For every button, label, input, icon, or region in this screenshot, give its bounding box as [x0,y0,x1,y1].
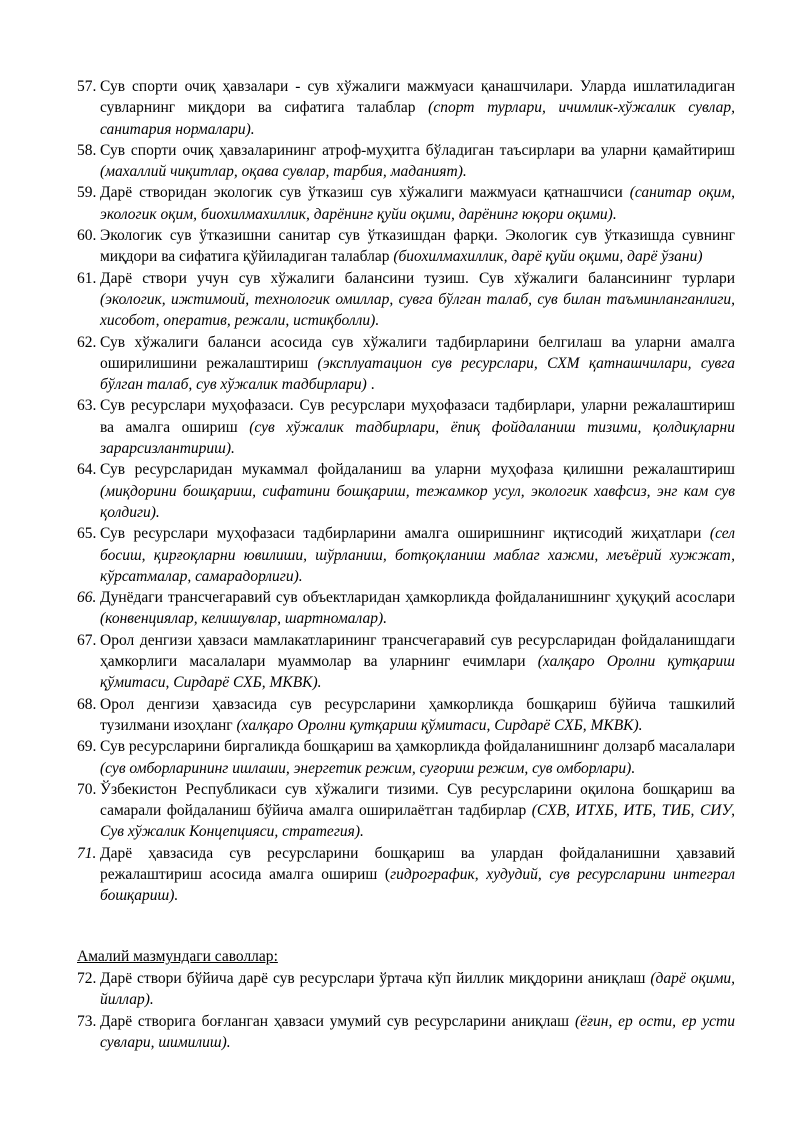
theoretical-questions-list [77,76,735,907]
question-item [77,225,735,268]
question-item [77,1011,735,1054]
question-item [77,779,735,843]
question-number: 58. [77,141,97,159]
question-item [77,843,735,907]
question-keywords: (ёғин, ер ости, ер усти сувлари, шимилиш). [100,1012,735,1051]
question-number: 59. [77,184,97,202]
question-item [77,736,735,779]
question-text: Сув ресурслари муҳофазаси. Сув ресурслари муҳофазаси тадбирлари, уларни режалаштириш ва амалга ошириш [100,397,735,436]
question-number: 73. [77,1012,97,1030]
question-number: 61. [77,269,97,287]
section-heading-colon: : [273,948,278,965]
question-keywords: (махаллий чиқитлар, оқава сувлар, тарбия, маданият). [100,163,467,181]
question-item [77,395,735,459]
question-text: Дарё створи бўйича дарё сув ресурслари ўртача кўп йиллик миқдорини аниқлаш [100,970,651,987]
question-keywords: гидрографик, худудий, сув ресурсларини интеграл бошқариш). [100,865,736,905]
question-item [77,459,735,523]
question-item [77,182,735,225]
question-text: Ўзбекистон Республикаси сув хўжалиги тизими. Сув ресурсларини оқилона бошқариш ва самарали фойдаланиш бўйича амалга оширилаётган тадбирлар [100,780,735,820]
question-item [77,587,735,630]
question-item [77,140,735,183]
question-keywords: (конвенциялар, келишувлар, шартномалар). [100,610,387,628]
question-text: Дарё створига боғланган ҳавзаси умумий сув ресурсларини аниқлаш [100,1012,575,1030]
question-keywords: (халқаро Оролни қутқариш қўмитаси, Сирдарё СХБ, МКВК). [236,716,643,734]
question-number: 69. [77,738,97,756]
question-keywords: (миқдорини бошқариш, сифатини бошқариш, тежамкор усул, экологик хавфсиз, энг кам сув қолдиги). [100,482,735,521]
question-keywords: (экологик, ижтимоий, технологик омиллар, сувга бўлган талаб, сув билан таъминланганлиги, хисобот, оператив, режали, истиқболли). [100,290,735,330]
question-text: Экологик сув ўтказишни санитар сув ўтказишдан фарқи. Экологик сув ўтказишда сувнинг миқдори ва сифатига қўйиладиган талаблар [100,227,735,266]
question-number: 67. [77,631,97,649]
question-number: 70. [77,780,97,798]
question-item [77,630,735,694]
question-text: Сув ресурслари муҳофазаси тадбирларини амалга оширишнинг иқтисодий жиҳатлари [100,525,710,543]
question-keywords: (сув омборларининг ишлаши, энергетик режим, суғориш режим, сув омборлари). [100,759,636,777]
question-item [77,76,735,140]
question-text: Сув ресурсларини биргаликда бошқариш ва ҳамкорликда фойдаланишнинг долзарб масалалари [100,738,735,756]
section-heading-text: Амалий мазмундаги саволлар [77,948,274,965]
question-text: Сув ресурсларидан мукаммал фойдаланиш ва уларни муҳофаза қилишни режалаштириш [100,461,735,479]
question-number: 65. [77,525,97,543]
question-text: Дунёдаги трансчегаравий сув объектларидан ҳамкорликда фойдаланишнинг ҳуқуқий асослари [100,589,735,607]
question-text: Дарё створи учун сув хўжалиги балансини тузиш. Сув хўжалиги балансининг турлари [100,269,735,287]
question-number: 68. [77,695,97,713]
question-number: 71. [77,844,97,862]
question-keywords: (эксплуатацион сув ресурслари, СХМ қатнашчилари, сувга бўлган талаб, сув хўжалик тадбирлари) [100,354,735,394]
question-text: Дарё створидан экологик сув ўтказиш сув хўжалиги мажмуаси қатнашчиси [100,184,630,202]
question-number: 60. [77,227,97,245]
question-keywords: (халқаро Оролни қутқариш қўмитаси, Сирдарё СХБ, МКВК). [100,653,735,692]
question-item [77,332,735,396]
question-text: Дарё ҳавзасида сув ресурсларини бошқариш ва улардан фойдаланишни ҳавзавий режалаштириш асосида амалга ошириш ( [100,844,735,883]
question-keywords: (СХВ, ИТХБ, ИТБ, ТИБ, СИУ, Сув хўжалик Концепцияси, стратегия). [100,802,736,841]
question-number: 57. [77,78,97,95]
question-keywords: (сув хўжалик тадбирлари, ёпиқ фойдаланиш тизими, қолдиқларни зарарсизлантириш). [100,418,735,458]
practical-questions-list [77,968,735,1053]
question-text: Сув спорти очиқ ҳавзалари - сув хўжалиги мажмуаси қанашчилари. Уларда ишлатиладиган сувларнинг миқдори ва сифатига талаблар [100,78,735,117]
question-number: 72. [77,970,97,987]
question-keywords: (санитар оқим, экологик оқим, биохилмахиллик, дарёнинг қуйи оқими, дарёнинг юқори оқими). [100,184,736,223]
question-item [77,268,735,332]
question-text: Орол денгизи ҳавзасида сув ресурсларини ҳамкорликда бошқариш бўйича ташкилий тузилмани изоҳланг [100,695,735,734]
question-tail: . [366,376,375,394]
question-number: 66. [77,589,97,607]
question-number: 63. [77,397,97,415]
question-item [77,694,735,737]
question-keywords: (сел босиш, қирғоқларни ювилиши, шўрланиш, ботқоқланиш маблаг хажми, меъёрий хужжат, кўрсатмалар, самарадорлиги). [100,525,735,585]
question-number: 62. [77,333,97,351]
question-keywords: (дарё оқими, йиллар). [100,970,736,1009]
question-text: Орол денгизи ҳавзаси мамлакатларининг трансчегаравий сув ресурсларидан фойдаланишдаги ҳамкорлиги масалалари муаммолар ва уларнинг ечимлари [100,631,735,671]
question-text: Сув хўжалиги баланси асосида сув хўжалиги тадбирларини белгилаш ва уларни амалга оширилишини режалаштириш [100,333,735,372]
question-keywords: (спорт турлари, ичимлик-хўжалик сувлар, санитария нормалари). [100,99,736,138]
question-item [77,523,735,587]
question-keywords: (биохилмахиллик, дарё қуйи оқими, дарё ўзани) [393,248,703,266]
section-heading [77,946,278,967]
question-number: 64. [77,461,97,479]
question-item [77,968,735,1011]
question-text: Сув спорти очиқ ҳавзаларининг атроф-муҳитга бўладиган таъсирлари ва уларни қамайтириш [100,141,735,159]
